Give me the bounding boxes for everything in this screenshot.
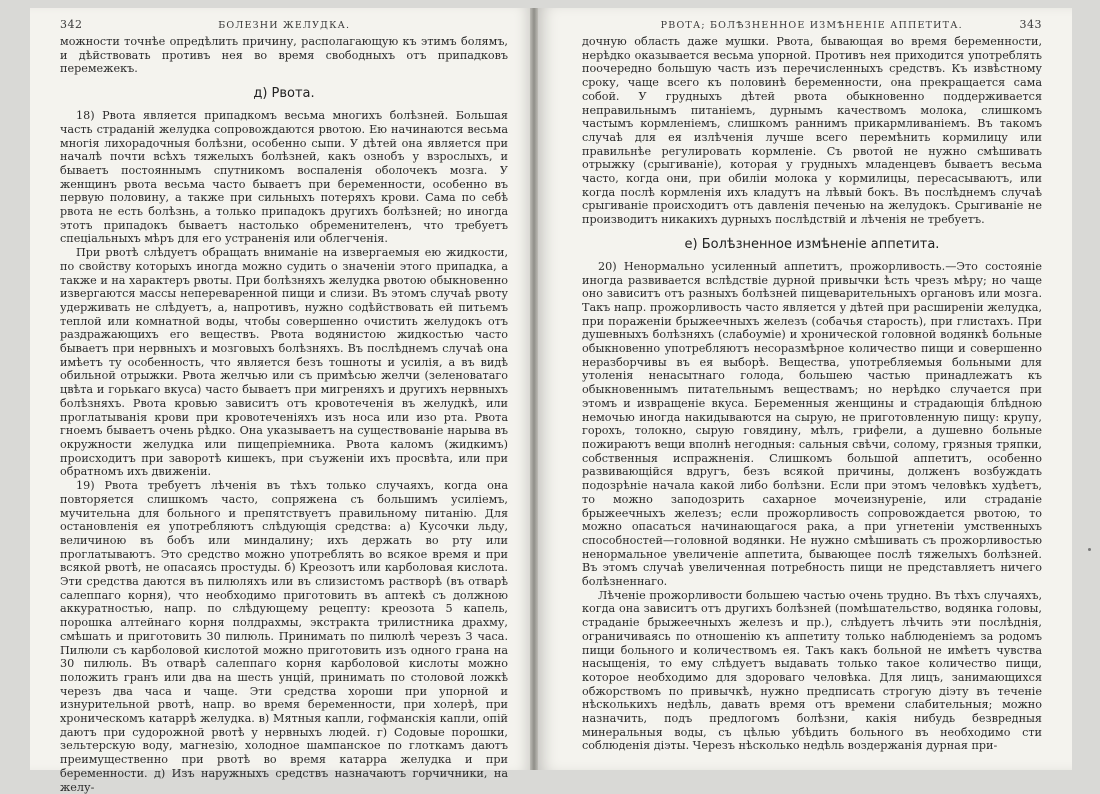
right-paragraph-treatment: Лѣченіе прожорливости большею частью очень трудно. Въ тѣхъ случаяхъ, когда она зависитъ отъ другихъ болѣзней (помѣшательство, водянка головы, страданіе брыжеечныхъ железъ и пр.), слѣдуетъ лѣчить эти послѣднія, ограничиваясь по отношенію къ аппетиту только наблюденіемъ за родомъ пищи больного и количествомъ ея. Такъ какъ больной не имѣетъ чувства насыщенія, то ему слѣдуетъ выдавать только такое количество пищи, которое необходимо для здороваго человѣка. Для лицъ, занимающихся обжорствомъ по привычкѣ, нужно предписать строгую діэту въ теченіе нѣсколькихъ недѣль, давать время отъ времени слабительныя; можно назначить, подъ предлогомъ болѣзни, какія нибудь безвредныя минеральныя воды, съ цѣлью убѣдить больного въ необходимо сти соблюденія діэты. Черезъ нѣсколько недѣль воздержанія дурная при- [582,588,1042,753]
left-intro-text: можности точнѣе опредѣлить причину, располагающую къ этимъ болямъ, и дѣйствовать противъ нея во время свободныхъ отъ припадковъ перемежекъ. [60,35,508,76]
right-paragraph-20: 20) Ненормально усиленный аппетитъ, прожорливость.—Это состояніе иногда развивается вслѣдствіе дурной привычки ѣсть чрезъ мѣру; но чаще оно зависитъ отъ разныхъ болѣзней пищеварительныхъ органовъ или мозга. Такъ напр. прожорливость часто является у дѣтей при расширеніи желудка, при пораженіи брыжеечныхъ железъ (собачья старость), при глистахъ. При душевныхъ болѣзняхъ (слабоуміе) и хронической головной водянкѣ больные обыкновенно употребляютъ несоразмѣрное количество пищи и совершенно неразборчивы въ ея выборѣ. Вещества, употребляемыя больными для утоленія ненасытнаго голода, большею частью принадлежатъ къ обыкновеннымъ питательнымъ веществамъ; но нерѣдко случается при этомъ и извращеніе вкуса. Беременныя женщины и страдающія блѣдною немочью иногда накидываются на сырую, не приготовленную пищу: крупу, горохъ, толокно, сырую говядину, мѣлъ, грифели, а душевно больные пожираютъ вещи вполнѣ негодныя: сальныя свѣчи, солому, грязныя тряпки, собственныя испражненія. Слишкомъ большой аппетитъ, особенно развивающійся вдругъ, безъ всякой причины, долженъ возбуждать подозрѣніе начала какой либо болѣзни. Если при этомъ человѣкъ худѣетъ, то можно заподозрить сахарное мочеизнуреніе, или страданіе брыжеечныхъ железъ; если прожорливость сопровождается рвотою, то можно опасаться начинающагося рака, а при угнетеніи умственныхъ способностей—головной водянки. Не нужно смѣшивать съ прожорливостью ненормальное увеличеніе аппетита, бывающее послѣ тяжелыхъ болѣзней. Въ этомъ случаѣ увеличенная потребность пищи не представляетъ ничего болѣзненнаго. [582,259,1042,589]
left-paragraph-18: 18) Рвота является припадкомъ весьма многихъ болѣзней. Большая часть страданій желудка сопровождаются рвотою. Ею начинаются весьма многія лихорадочныя болѣзни, особенно сыпи. У дѣтей она является при началѣ почти всѣхъ тяжелыхъ болѣзней, какъ ознобъ у взрослыхъ, и бываетъ постояннымъ спутникомъ воспаленія оболочекъ мозга. У женщинъ рвота весьма часто бываетъ при беременности, особенно въ первую половину, а также при сильныхъ потеряхъ крови. Сама по себѣ рвота не есть болѣзнь, а только припадокъ другихъ болѣзней; но иногда этотъ припадокъ бываетъ настолько обременителенъ, что требуетъ спеціальныхъ мѣръ для его устраненія или облегченія. [60,109,508,246]
right-page-number: 343 [1019,18,1042,31]
left-page-number: 342 [60,18,83,31]
right-running-title: РВОТА; БОЛѢЗНЕННОЕ ИЗМѢНЕНІЕ АППЕТИТА. [660,20,963,31]
right-page [538,8,1072,770]
section-heading-appetite: е) Болѣзненное измѣненіе аппетита. [684,236,940,252]
left-running-title: БОЛЕЗНИ ЖЕЛУДКА. [218,20,351,31]
right-intro-text: дочную область даже мушки. Рвота, бывающая во время беременности, нерѣдко оказывается весьма упорной. Противъ нея приходится употреблять поочередно большую часть изъ перечисленныхъ средствъ. Къ извѣстному сроку, чаще всего къ половинѣ беременности, она прекращается сама собой. У грудныхъ дѣтей рвота обыкновенно поддерживается неправильнымъ питаніемъ, дурнымъ качествомъ молока, слишкомъ частымъ кормленіемъ, слишкомъ раннимъ прикармливаніемъ. Въ такомъ случаѣ для ея излѣченія лучше всего перемѣнить кормилицу или правильнѣе регулировать кормленіе. Съ рвотой не нужно смѣшивать отрыжку (срыгиваніе), которая у грудныхъ младенцевъ бываетъ весьма часто, когда они, при обиліи молока у кормилицы, пересасываютъ, или когда послѣ кормленія ихъ кладутъ на лѣвый бокъ. Въ послѣднемъ случаѣ срыгиваніе происходитъ отъ давленія печенью на желудокъ. Срыгиваніе не производитъ никакихъ дурныхъ послѣдствій и лѣченія не требуетъ. [582,35,1042,227]
left-page-header [60,18,508,31]
left-paragraph-19: 19) Рвота требуетъ лѣченія въ тѣхъ только случаяхъ, когда она повторяется слишкомъ часто, сопряжена съ большимъ усиліемъ, мучительна для больного и препятствуетъ правильному питанію. Для остановленія ея употребляютъ слѣдующія средства: а) Кусочки льду, величиною въ бобъ или миндалину; ихъ держать во рту или проглатываютъ. Это средство можно употреблять во всякое время и при всякой рвотѣ, не опасаясь простуды. б) Креозотъ или карболовая кислота. Эти средства даются въ пилюляхъ или въ слизистомъ растворѣ (въ отварѣ салеппаго корня), что необходимо приготовить въ аптекѣ съ должною аккуратностью, напр. по слѣдующему рецепту: креозота 5 капель, порошка алтейнаго корня полдрахмы, экстракта трилистника драхму, смѣшать и приготовить 30 пилюль. Принимать по пилюлѣ черезъ 3 часа. Пилюли съ карболовой кислотой можно приготовить изъ одного грана на 30 пилюль. Въ отварѣ салеппаго корня карболовой кислоты можно положить гранъ или два на шесть унцій, принимать по столовой ложкѣ черезъ два часа и чаще. Эти средства хороши при упорной и изнурительной рвотѣ, напр. во время беременности, при холерѣ, при хроническомъ катаррѣ желудка. в) Мятныя капли, гофманскія капли, опій даютъ при судорожной рвотѣ у нервныхъ людей. г) Содовые порошки, зельтерскую воду, магнезію, холодное шампанское по глоткамъ даютъ преимущественно при рвотѣ во время катарра желудка и при беременности. д) Изъ наружныхъ средствъ назначаютъ горчичники, на желу- [60,479,508,794]
section-heading-vomiting: д) Рвота. [253,86,315,102]
left-paragraph-signs: При рвотѣ слѣдуетъ обращать вниманіе на извергаемыя ею жидкости, по свойству которыхъ иногда можно судить о значеніи этого припадка, а также и на характеръ рвоты. При болѣзняхъ желудка рвотою обыкновенно извергаются массы непереваренной пищи и слизи. Въ этомъ случаѣ рвоту удерживать не слѣдуетъ, а, напротивъ, нужно содѣйствовать ей питьемъ теплой или комнатной воды, чтобы совершенно очистить желудокъ отъ раздражающихъ его веществъ. Рвота водянистою жидкостью часто бываетъ при нервныхъ и мозговыхъ болѣзняхъ. Въ послѣднемъ случаѣ она имѣетъ ту особенность, что является безъ тошноты и усилія, а въ видѣ обильной отрыжки. Рвота желчью или съ примѣсью желчи (зеленоватаго цвѣта и горькаго вкуса) часто бываетъ при мигреняхъ и другихъ нервныхъ болѣзняхъ. Рвота кровью зависитъ отъ кровотеченія въ желудкѣ, или проглатыванія крови при кровотеченіяхъ изъ носа или изо рта. Рвота гноемъ бываетъ очень рѣдко. Она указываетъ на существованіе нарыва въ окружности желудка или пищепріемника. Рвота каломъ (жидкимъ) происходитъ при заворотѣ кишекъ, при съуженіи ихъ просвѣта, или при обратномъ ихъ движеніи. [60,246,508,479]
book-gutter [530,8,538,770]
right-page-header [582,18,1042,31]
left-page [30,8,530,794]
paper-speck [1088,548,1091,551]
